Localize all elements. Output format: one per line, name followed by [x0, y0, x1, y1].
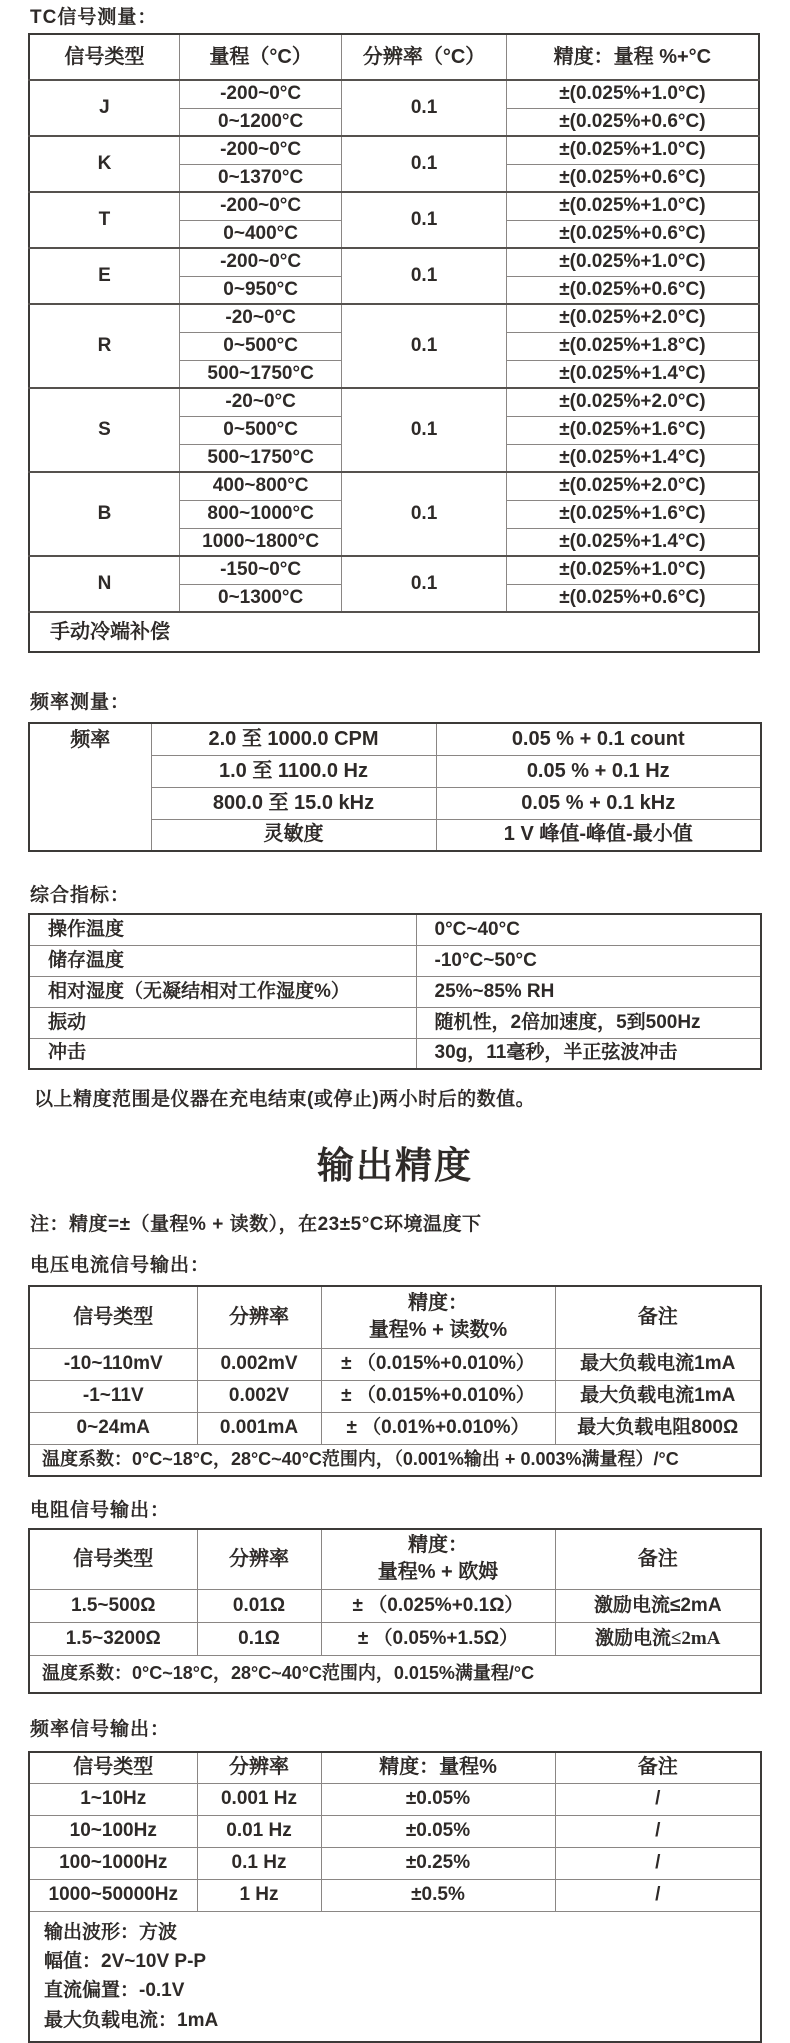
resist-temp-coefficient-cell: 温度系数：0°C~18°C，28°C~40°C范围内，0.015%满量程/°C: [29, 1655, 761, 1693]
tc-accuracy-cell: ±(0.025%+2.0°C): [506, 304, 759, 332]
tc-accuracy-cell: ±(0.025%+1.4°C): [506, 528, 759, 556]
vi-output-section-label: 电压电流信号输出：: [30, 1255, 211, 1276]
freq-accuracy-cell: 0.05 % + 0.1 kHz: [436, 787, 761, 819]
freqo-output-notes-cell: [29, 1911, 761, 2042]
table-row: [29, 723, 761, 755]
vi-header-remark: 备注: [555, 1286, 761, 1348]
general-value-cell: 随机性，2倍加速度，5到500Hz: [416, 1007, 761, 1038]
tc-type-cell: E: [29, 248, 179, 304]
tc-range-cell: 800~1000°C: [179, 500, 341, 528]
accuracy-range-note: 以上精度范围是仪器在充电结束(或停止)两小时后的数值。: [34, 1089, 536, 1110]
table-row: [29, 80, 759, 108]
freq-range-cell: 1.0 至 1100.0 Hz: [151, 755, 436, 787]
vi-type-cell: -10~110mV: [29, 1348, 197, 1380]
tc-resolution-cell: 0.1: [342, 80, 506, 136]
tc-accuracy-cell: ±(0.025%+1.0°C): [506, 80, 759, 108]
general-value-cell: -10°C~50°C: [416, 945, 761, 976]
freq-accuracy-cell: 1 V 峰值-峰值-最小值: [436, 819, 761, 851]
table-row: [29, 556, 759, 584]
general-name-cell: 振动: [29, 1007, 416, 1038]
table-row: [29, 304, 759, 332]
freqo-accuracy-cell: ±0.25%: [321, 1847, 555, 1879]
freqo-resolution-cell: 1 Hz: [197, 1879, 321, 1911]
table-row: [29, 1783, 761, 1815]
vi-remark-cell: 最大负载电流1mA: [555, 1348, 761, 1380]
tc-footer-row: [29, 612, 759, 652]
tc-range-cell: 0~500°C: [179, 416, 341, 444]
table-row: [29, 1879, 761, 1911]
tc-range-cell: 0~1370°C: [179, 164, 341, 192]
general-value-cell: 0°C~40°C: [416, 914, 761, 945]
general-value-cell: 30g，11毫秒，半正弦波冲击: [416, 1038, 761, 1069]
tc-section-label: TC信号测量：: [30, 7, 158, 28]
freqo-accuracy-cell: ±0.5%: [321, 1879, 555, 1911]
vi-resolution-cell: 0.001mA: [197, 1412, 321, 1444]
freq-accuracy-cell: 0.05 % + 0.1 Hz: [436, 755, 761, 787]
tc-accuracy-cell: ±(0.025%+1.0°C): [506, 136, 759, 164]
freqo-accuracy-cell: ±0.05%: [321, 1783, 555, 1815]
table-row: [29, 1622, 761, 1655]
tc-accuracy-cell: ±(0.025%+0.6°C): [506, 220, 759, 248]
tc-accuracy-cell: ±(0.025%+0.6°C): [506, 276, 759, 304]
table-row: [29, 1589, 761, 1622]
vi-header-row: [29, 1286, 761, 1348]
freqo-resolution-cell: 0.001 Hz: [197, 1783, 321, 1815]
vi-type-cell: -1~11V: [29, 1380, 197, 1412]
vi-header-signal-type: 信号类型: [29, 1286, 197, 1348]
tc-header-range: 量程（°C）: [179, 34, 341, 80]
freq-row-label-cell: 频率: [29, 723, 151, 851]
freqo-type-cell: 1000~50000Hz: [29, 1879, 197, 1911]
freqo-remark-cell: /: [555, 1847, 761, 1879]
vi-remark-cell: 最大负载电阻800Ω: [555, 1412, 761, 1444]
tc-accuracy-cell: ±(0.025%+0.6°C): [506, 108, 759, 136]
resist-header-accuracy-line1: 精度：: [408, 1534, 468, 1557]
tc-accuracy-cell: ±(0.025%+0.6°C): [506, 584, 759, 612]
resist-output-section-label: 电阻信号输出：: [30, 1500, 171, 1521]
tc-range-cell: -200~0°C: [179, 192, 341, 220]
tc-resolution-cell: 0.1: [342, 136, 506, 192]
tc-accuracy-cell: ±(0.025%+2.0°C): [506, 388, 759, 416]
tc-accuracy-cell: ±(0.025%+1.0°C): [506, 248, 759, 276]
tc-range-cell: -20~0°C: [179, 304, 341, 332]
tc-range-cell: 500~1750°C: [179, 360, 341, 388]
tc-type-cell: N: [29, 556, 179, 612]
vi-remark-cell: 最大负载电流1mA: [555, 1380, 761, 1412]
tc-resolution-cell: 0.1: [342, 388, 506, 472]
tc-type-cell: S: [29, 388, 179, 472]
tc-footer-cell: 手动冷端补偿: [29, 612, 759, 652]
general-section-label: 综合指标：: [30, 885, 131, 906]
vi-accuracy-cell: ± （0.015%+0.010%）: [321, 1380, 555, 1412]
tc-range-cell: 0~1300°C: [179, 584, 341, 612]
tc-range-cell: 0~1200°C: [179, 108, 341, 136]
table-row: [29, 976, 761, 1007]
table-row: [29, 472, 759, 500]
freqo-header-resolution: 分辨率: [197, 1752, 321, 1783]
vi-type-cell: 0~24mA: [29, 1412, 197, 1444]
vi-header-accuracy: [321, 1286, 555, 1348]
output-accuracy-title: 输出精度: [317, 1145, 473, 1186]
table-row: [29, 1412, 761, 1444]
vi-accuracy-cell: ± （0.015%+0.010%）: [321, 1348, 555, 1380]
dc-offset-note: 直流偏置：-0.1V: [44, 1980, 185, 2002]
resist-accuracy-cell: ± （0.05%+1.5Ω）: [321, 1622, 555, 1655]
vi-header-accuracy-line2: 量程% + 读数%: [368, 1319, 508, 1342]
tc-accuracy-cell: ±(0.025%+1.4°C): [506, 360, 759, 388]
tc-type-cell: J: [29, 80, 179, 136]
freqo-resolution-cell: 0.1 Hz: [197, 1847, 321, 1879]
tc-type-cell: T: [29, 192, 179, 248]
resist-type-cell: 1.5~500Ω: [29, 1589, 197, 1622]
tc-accuracy-cell: ±(0.025%+0.6°C): [506, 164, 759, 192]
freqo-type-cell: 1~10Hz: [29, 1783, 197, 1815]
table-row: [29, 1380, 761, 1412]
tc-type-cell: K: [29, 136, 179, 192]
tc-range-cell: 0~500°C: [179, 332, 341, 360]
tc-range-cell: 0~400°C: [179, 220, 341, 248]
vi-resolution-cell: 0.002mV: [197, 1348, 321, 1380]
freqo-header-signal-type: 信号类型: [29, 1752, 197, 1783]
resist-header-accuracy: [321, 1529, 555, 1589]
resist-header-row: [29, 1529, 761, 1589]
tc-accuracy-cell: ±(0.025%+1.0°C): [506, 556, 759, 584]
resist-header-accuracy-line2: 量程% + 欧姆: [377, 1561, 499, 1584]
vi-resolution-cell: 0.002V: [197, 1380, 321, 1412]
tc-range-cell: 0~950°C: [179, 276, 341, 304]
table-row: [29, 388, 759, 416]
table-row: [29, 1007, 761, 1038]
freqo-remark-cell: /: [555, 1783, 761, 1815]
tc-accuracy-cell: ±(0.025%+1.6°C): [506, 416, 759, 444]
resistance-output-table: [28, 1528, 762, 1694]
tc-header-resolution: 分辨率（°C）: [342, 34, 506, 80]
tc-range-cell: 1000~1800°C: [179, 528, 341, 556]
freqo-remark-cell: /: [555, 1815, 761, 1847]
tc-type-cell: R: [29, 304, 179, 388]
freq-range-cell: 2.0 至 1000.0 CPM: [151, 723, 436, 755]
tc-resolution-cell: 0.1: [342, 472, 506, 556]
tc-range-cell: -200~0°C: [179, 136, 341, 164]
tc-header-row: [29, 34, 759, 80]
vi-accuracy-cell: ± （0.01%+0.010%）: [321, 1412, 555, 1444]
tc-resolution-cell: 0.1: [342, 556, 506, 612]
freqo-header-remark: 备注: [555, 1752, 761, 1783]
general-name-cell: 储存温度: [29, 945, 416, 976]
general-indicators-table: [28, 913, 762, 1070]
table-row: [29, 248, 759, 276]
freqo-footer-row: [29, 1911, 761, 2042]
tc-header-accuracy: 精度：量程 %+°C: [506, 34, 759, 80]
tc-resolution-cell: 0.1: [342, 248, 506, 304]
max-load-current-note: 最大负载电流：1mA: [44, 2009, 219, 2031]
freq-range-cell: 灵敏度: [151, 819, 436, 851]
frequency-measurement-table: [28, 722, 762, 852]
tc-range-cell: 500~1750°C: [179, 444, 341, 472]
tc-resolution-cell: 0.1: [342, 192, 506, 248]
tc-range-cell: 400~800°C: [179, 472, 341, 500]
tc-accuracy-cell: ±(0.025%+1.0°C): [506, 192, 759, 220]
vi-footer-row: [29, 1444, 761, 1476]
resist-accuracy-cell: ± （0.025%+0.1Ω）: [321, 1589, 555, 1622]
tc-resolution-cell: 0.1: [342, 304, 506, 388]
general-name-cell: 冲击: [29, 1038, 416, 1069]
tc-accuracy-cell: ±(0.025%+1.4°C): [506, 444, 759, 472]
tc-accuracy-cell: ±(0.025%+1.8°C): [506, 332, 759, 360]
tc-range-cell: -150~0°C: [179, 556, 341, 584]
freq-range-cell: 800.0 至 15.0 kHz: [151, 787, 436, 819]
freq-output-section-label: 频率信号输出：: [30, 1719, 171, 1740]
resist-resolution-cell: 0.1Ω: [197, 1622, 321, 1655]
freqo-header-accuracy: 精度：量程%: [321, 1752, 555, 1783]
freqo-resolution-cell: 0.01 Hz: [197, 1815, 321, 1847]
table-row: [29, 1038, 761, 1069]
resist-header-remark: 备注: [555, 1529, 761, 1589]
tc-type-cell: B: [29, 472, 179, 556]
vi-header-accuracy-line1: 精度：: [408, 1292, 468, 1315]
resist-type-cell: 1.5~3200Ω: [29, 1622, 197, 1655]
resist-footer-row: [29, 1655, 761, 1693]
table-row: [29, 1348, 761, 1380]
general-name-cell: 操作温度: [29, 914, 416, 945]
freqo-remark-cell: /: [555, 1879, 761, 1911]
voltage-current-output-table: [28, 1285, 762, 1477]
general-value-cell: 25%~85% RH: [416, 976, 761, 1007]
tc-accuracy-cell: ±(0.025%+1.6°C): [506, 500, 759, 528]
table-row: [29, 945, 761, 976]
resist-resolution-cell: 0.01Ω: [197, 1589, 321, 1622]
resist-header-resolution: 分辨率: [197, 1529, 321, 1589]
frequency-output-table: [28, 1751, 762, 2043]
freqo-type-cell: 10~100Hz: [29, 1815, 197, 1847]
vi-temp-coefficient-cell: 温度系数：0°C~18°C，28°C~40°C范围内，（0.001%输出 + 0.003%满量程）/°C: [29, 1444, 761, 1476]
tc-range-cell: -20~0°C: [179, 388, 341, 416]
tc-header-signal-type: 信号类型: [29, 34, 179, 80]
tc-range-cell: -200~0°C: [179, 80, 341, 108]
tc-range-cell: -200~0°C: [179, 248, 341, 276]
table-row: [29, 136, 759, 164]
table-row: [29, 914, 761, 945]
output-waveform-note: 输出波形：方波: [44, 1921, 178, 1943]
table-row: [29, 192, 759, 220]
freqo-accuracy-cell: ±0.05%: [321, 1815, 555, 1847]
resist-header-signal-type: 信号类型: [29, 1529, 197, 1589]
freq-measure-section-label: 频率测量：: [30, 692, 131, 713]
freq-accuracy-cell: 0.05 % + 0.1 count: [436, 723, 761, 755]
amplitude-note: 幅值：2V~10V P-P: [44, 1950, 207, 1972]
resist-remark-cell: 激励电流≤2mA: [555, 1589, 761, 1622]
general-name-cell: 相对湿度（无凝结相对工作湿度%）: [29, 976, 416, 1007]
table-row: [29, 1815, 761, 1847]
table-row: [29, 1847, 761, 1879]
freqo-type-cell: 100~1000Hz: [29, 1847, 197, 1879]
freqo-header-row: [29, 1752, 761, 1783]
vi-header-resolution: 分辨率: [197, 1286, 321, 1348]
tc-accuracy-cell: ±(0.025%+2.0°C): [506, 472, 759, 500]
tc-measurement-table: [28, 33, 760, 653]
output-accuracy-note: 注：精度=±（量程% + 读数），在23±5°C环境温度下: [30, 1214, 482, 1235]
resist-remark-cell: 激励电流≤2mA: [555, 1622, 761, 1655]
